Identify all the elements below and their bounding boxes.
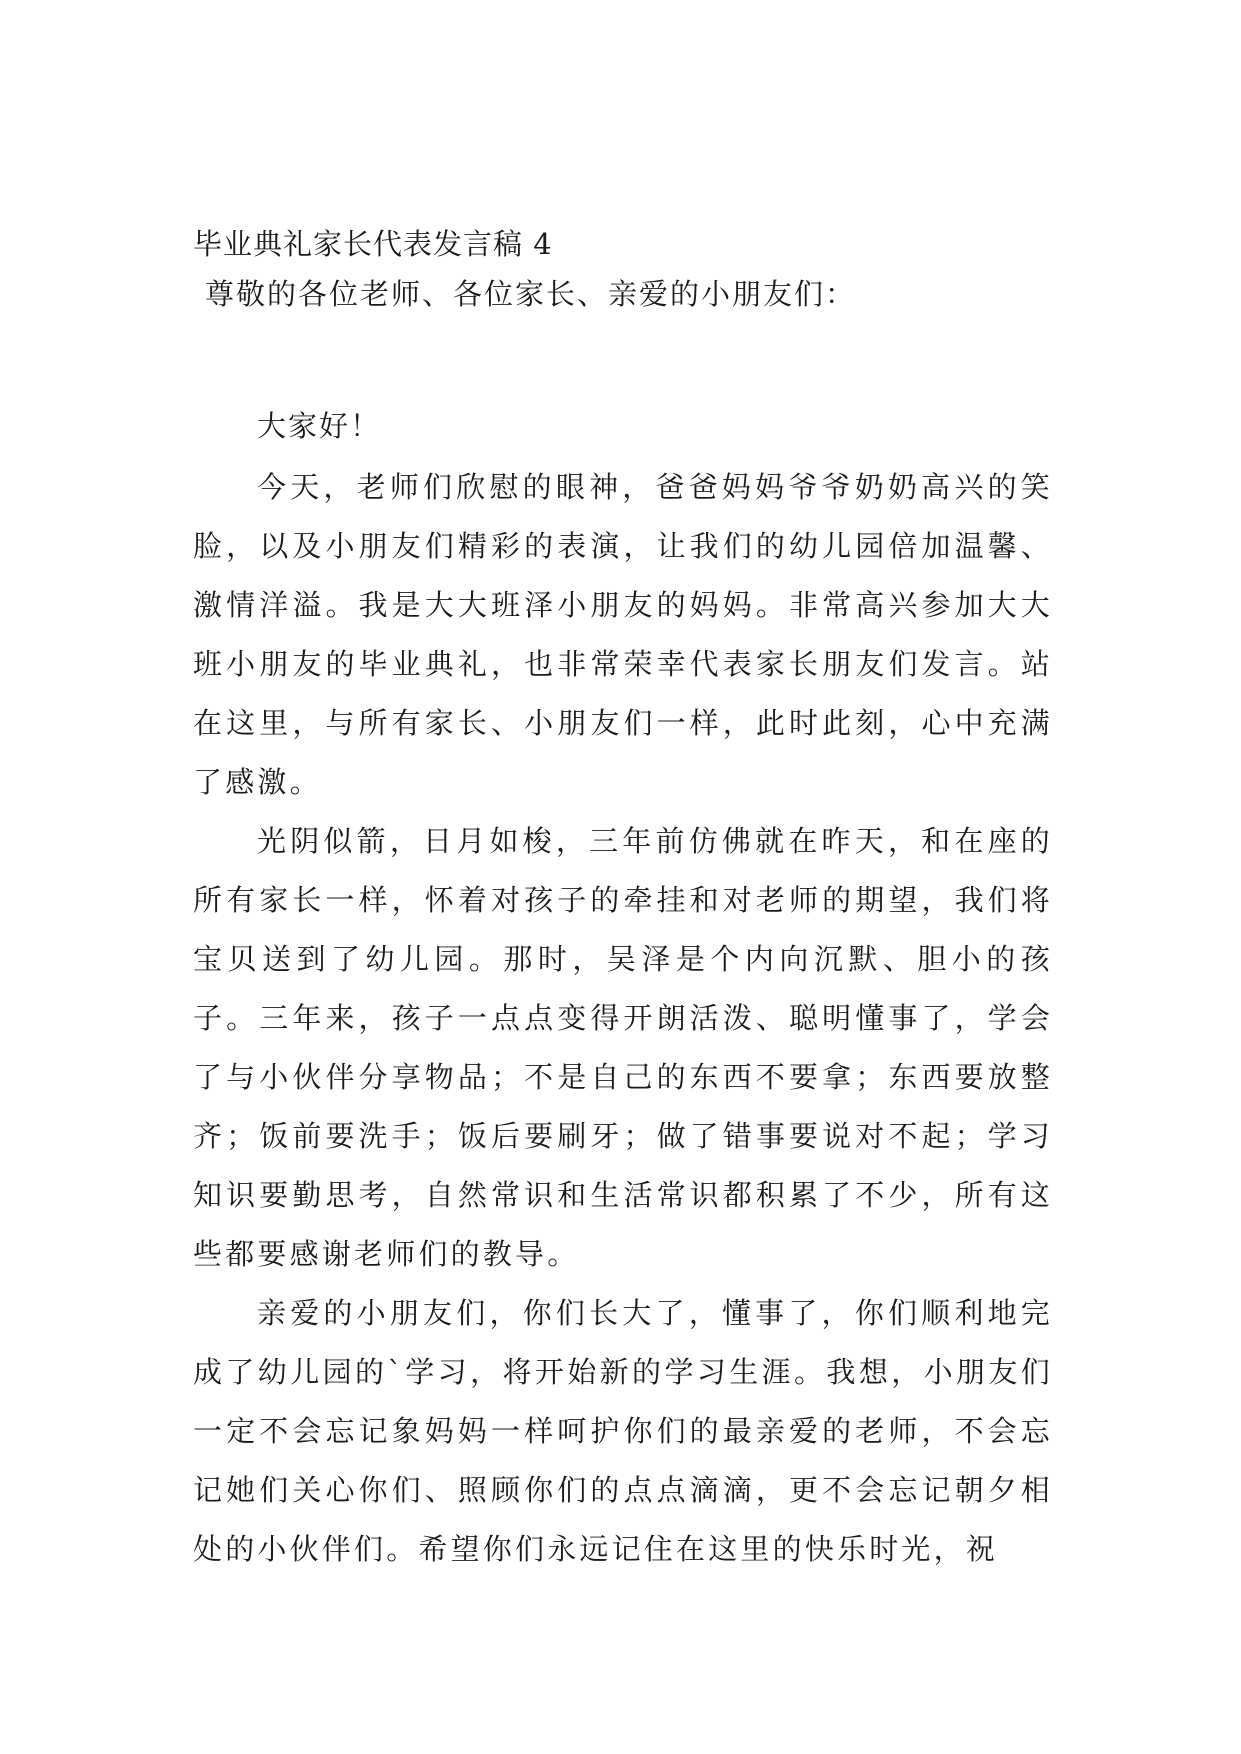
- greeting: 大家好！: [257, 409, 382, 443]
- body-paragraph: 亲爱的小朋友们，你们长大了，懂事了，你们顺利地完成了幼儿园的`学习，将开始新的学习生涯。我想，小朋友们一定不会忘记象妈妈一样呵护你们的最亲爱的老师，不会忘记她们关心你们、照顾你们的点点滴滴，更不会忘记朝夕相处的小伙伴们。希望你们永远记住在这里的快乐时光，祝: [193, 1296, 1053, 1566]
- document-page: [193, 222, 1053, 1579]
- document-title: 毕业典礼家长代表发言稿 4: [193, 227, 553, 261]
- body-paragraph: 今天，老师们欣慰的眼神，爸爸妈妈爷爷奶奶高兴的笑脸，以及小朋友们精彩的表演，让我们的幼儿园倍加温馨、激情洋溢。我是大大班泽小朋友的妈妈。非常高兴参加大大班小朋友的毕业典礼，也非常荣幸代表家长朋友们发言。站在这里，与所有家长、小朋友们一样，此时此刻，心中充满了感激。: [193, 470, 1053, 799]
- body-paragraph: 光阴似箭，日月如梭，三年前仿佛就在昨天，和在座的所有家长一样，怀着对孩子的牵挂和对老师的期望，我们将宝贝送到了幼儿园。那时，吴泽是个内向沉默、胆小的孩子。三年来，孩子一点点变得开朗活泼、聪明懂事了，学会了与小伙伴分享物品；不是自己的东西不要拿；东西要放整齐；饭前要洗手；饭后要刷牙；做了错事要说对不起；学习知识要勤思考，自然常识和生活常识都积累了不少，所有这些都要感谢老师们的教导。: [193, 824, 1053, 1271]
- salutation: 尊敬的各位老师、各位家长、亲爱的小朋友们：: [205, 277, 857, 311]
